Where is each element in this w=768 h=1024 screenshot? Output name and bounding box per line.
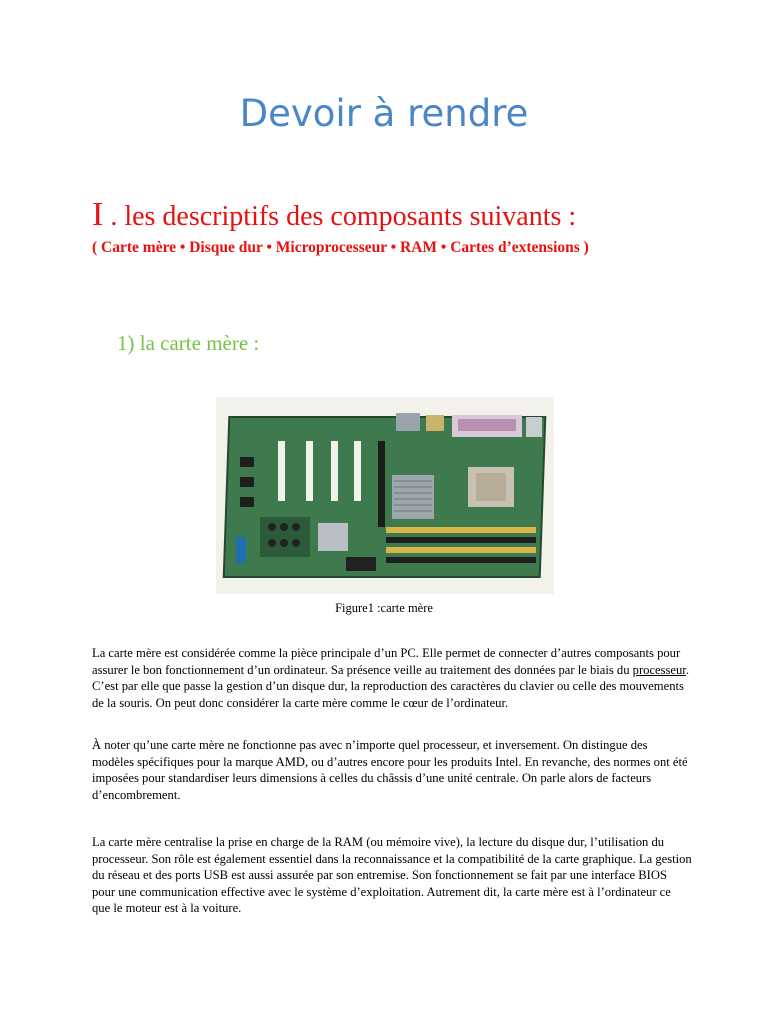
motherboard-image: [216, 397, 554, 594]
figure-caption: Figure1 :carte mère: [335, 601, 433, 615]
section-number: I: [92, 196, 104, 233]
paragraph-1-text-end: . C’est par elle que passe la gestion d’un disque dur, la reproduction des caractères du clavier ou celle des mouvements de la souris. On peut donc considérer la carte mère comme le cœur de l’ordinateur.: [92, 662, 689, 710]
subsection-heading: 1) la carte mère :: [117, 331, 260, 355]
paragraph-1: [92, 645, 692, 711]
paragraph-2: À noter qu’une carte mère ne fonctionne pas avec n’importe quel processeur, et inversement. On distingue des modèles spécifiques pour la marque AMD, ou d’autres encore pour les produits Intel. En revanche, des normes ont été imposées pour standardiser leurs dimensions à celles du châssis d’une unité centrale. On parle alors de facteurs d’encombrement.: [92, 738, 688, 802]
paragraph-3: La carte mère centralise la prise en charge de la RAM (ou mémoire vive), la lecture du disque dur, l’utilisation du processeur. Son rôle est également essentiel dans la reconnaissance et la compatibilité de la carte graphique. La gestion du réseau et des ports USB est aussi assurée par son entremise. Son fonctionnement se fait par une interface BIOS pour une communication effective avec le système d’exploitation. Autrement dit, la carte mère est à l’ordinateur ce que le moteur est à la voiture.: [92, 835, 692, 915]
components-list: ( Carte mère • Disque dur • Microprocesseur • RAM • Cartes d’extensions ): [92, 239, 589, 256]
document-title: Devoir à rendre: [239, 92, 529, 135]
section-heading: [92, 196, 576, 234]
processeur-link[interactable]: processeur: [632, 662, 686, 677]
section-title: . les descriptifs des composants suivants :: [103, 201, 577, 232]
paragraph-1-text-start: La carte mère est considérée comme la pièce principale d’un PC. Elle permet de connecter d’autres composants pour assurer le bon fonctionnement d’un ordinateur. Sa présence veille au traitement des données par le biais du: [92, 646, 681, 677]
